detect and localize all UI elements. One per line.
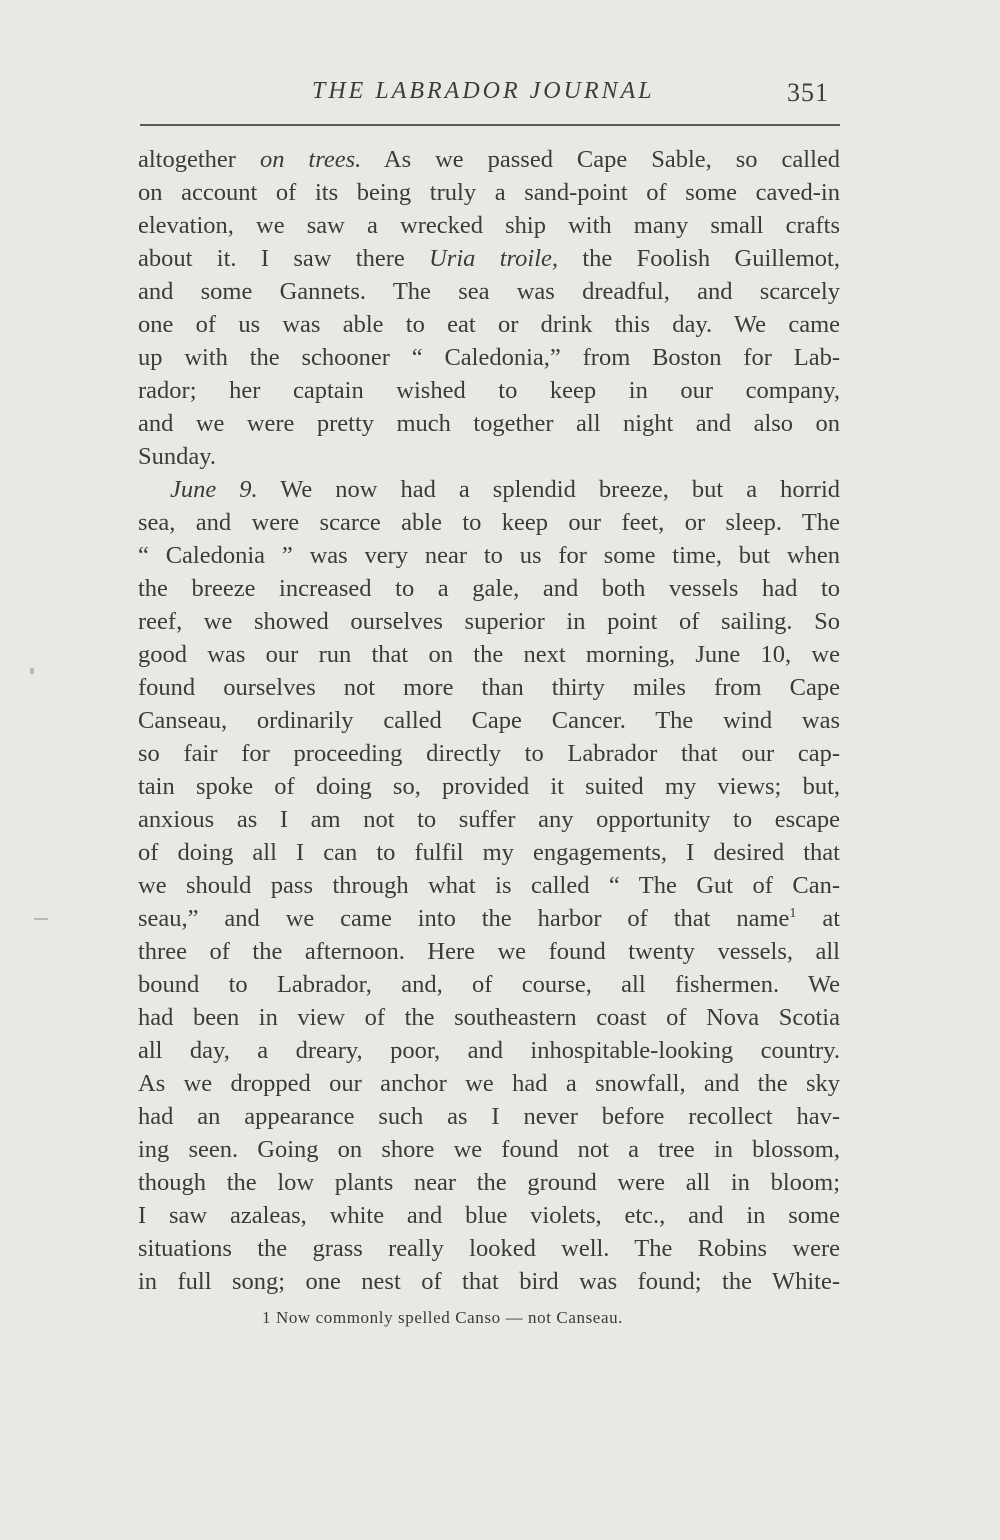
- text-line: and we were pretty much together all night and also on: [138, 410, 840, 437]
- body-text: [138, 143, 840, 1298]
- text-line: anxious as I am not to suffer any opportunity to escape: [138, 806, 840, 833]
- text-line: found ourselves not more than thirty miles from Cape: [138, 674, 840, 701]
- text-line: Sunday.: [138, 443, 217, 470]
- page-number: 351: [787, 78, 829, 107]
- paper-speck: [30, 668, 34, 674]
- text-line: the breeze increased to a gale, and both vessels had to: [138, 575, 840, 602]
- text-line: rador; her captain wished to keep in our company,: [138, 377, 840, 404]
- text-line: all day, a dreary, poor, and inhospitable-looking country.: [138, 1037, 840, 1064]
- text-line: ing seen. Going on shore we found not a tree in blossom,: [138, 1136, 840, 1163]
- italic-phrase: on trees.: [259, 146, 362, 173]
- text-line: on account of its being truly a sand-point of some caved-in: [138, 179, 840, 206]
- text-line: though the low plants near the ground were all in bloom;: [138, 1169, 840, 1196]
- date-heading: June 9.: [170, 476, 258, 503]
- text-line: seau,” and we came into the harbor of that name$^1$ at: [138, 905, 840, 932]
- header-rule: [140, 124, 840, 126]
- text-line: good was our run that on the next morning, June 10, we: [138, 641, 840, 668]
- text-line: one of us was able to eat or drink this day. We came: [138, 311, 840, 338]
- text-line: “ Caledonia ” was very near to us for some time, but when: [138, 542, 840, 569]
- text-line: situations the grass really looked well. The Robins were: [138, 1235, 840, 1262]
- text-line: tain spoke of doing so, provided it suited my views; but,: [138, 773, 840, 800]
- text-line: we should pass through what is called “ The Gut of Can-: [138, 872, 840, 899]
- text-line: and some Gannets. The sea was dreadful, and scarcely: [138, 278, 840, 305]
- paper-speck: [34, 918, 48, 920]
- text-line: so fair for proceeding directly to Labrador that our cap-: [138, 740, 840, 767]
- text-line: up with the schooner “ Caledonia,” from Boston for Lab-: [138, 344, 840, 371]
- text-line: bound to Labrador, and, of course, all fishermen. We: [138, 971, 840, 998]
- text-line: June 9. We now had a splendid breeze, but a horrid: [170, 476, 840, 503]
- text-line: three of the afternoon. Here we found twenty vessels, all: [138, 938, 840, 965]
- text-line: altogether on trees. As we passed Cape Sable, so called: [138, 146, 841, 173]
- text-line: reef, we showed ourselves superior in point of sailing. So: [138, 608, 840, 635]
- running-title: THE LABRADOR JOURNAL: [312, 78, 655, 104]
- text-line: had an appearance such as I never before recollect hav-: [138, 1103, 840, 1130]
- text-line: elevation, we saw a wrecked ship with many small crafts: [138, 212, 840, 239]
- footnote: 1 Now commonly spelled Canso — not Canseau.: [262, 1308, 624, 1327]
- running-head: [0, 78, 1000, 114]
- text-line: I saw azaleas, white and blue violets, etc., and in some: [138, 1202, 840, 1229]
- text-line: As we dropped our anchor we had a snowfall, and the sky: [138, 1070, 840, 1097]
- text-line: of doing all I can to fulfil my engagements, I desired that: [138, 839, 840, 866]
- text-line: in full song; one nest of that bird was found; the White-: [138, 1268, 840, 1295]
- species-name: Uria troile,: [429, 245, 559, 272]
- text-line: had been in view of the southeastern coast of Nova Scotia: [138, 1004, 840, 1031]
- text-line: Canseau, ordinarily called Cape Cancer. The wind was: [138, 707, 840, 734]
- text-line: sea, and were scarce able to keep our feet, or sleep. The: [138, 509, 840, 536]
- footnote-marker: 1: [789, 905, 797, 921]
- text-line: about it. I saw there Uria troile, the Foolish Guillemot,: [138, 245, 840, 272]
